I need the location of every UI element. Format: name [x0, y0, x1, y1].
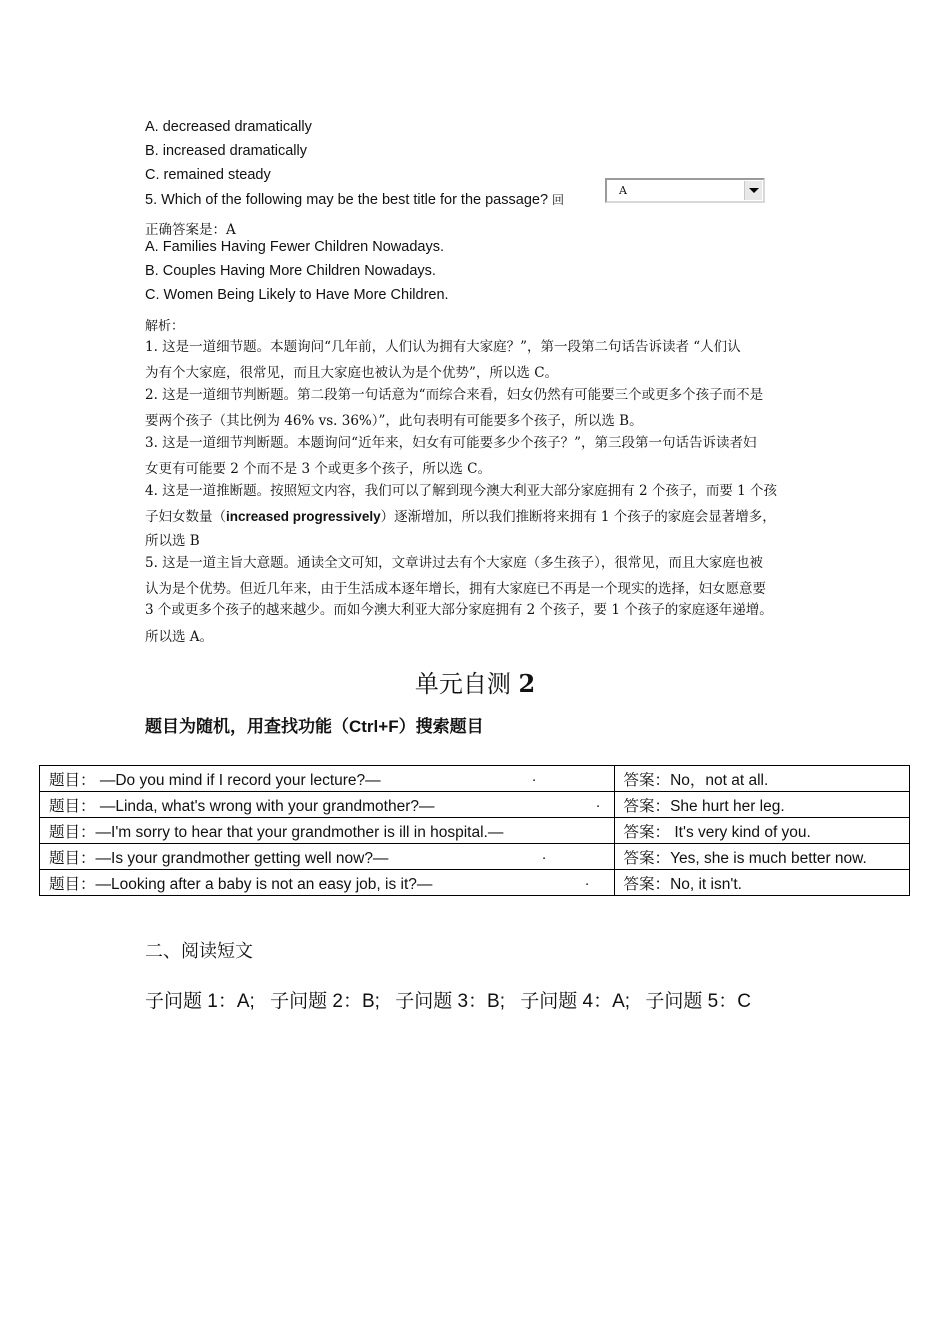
analysis-line-1: 1. 这是一道细节题。本题询问“几年前，人们认为拥有大家庭？”，第一段第二句话告诉读者 “人们认 [145, 339, 741, 355]
analysis-line-9: 所以选 B [145, 533, 200, 549]
option-q4-a: A. decreased dramatically [145, 119, 312, 135]
table-row [40, 870, 910, 896]
option-q5-b: B. Couples Having More Children Nowadays. [145, 263, 436, 279]
table-row [40, 844, 910, 870]
answer-cell: 答案：Yes, she is much better now. [614, 844, 909, 870]
analysis-line-13: 所以选 A。 [145, 629, 214, 645]
answer-cell: 答案：She hurt her leg. [614, 792, 909, 818]
answer-cell: 答案： It's very kind of you. [614, 818, 909, 844]
answer-cell: 答案：No, it isn't. [614, 870, 909, 896]
question-5-marker: 回 [552, 193, 565, 207]
section-title: 单元自测 2 [414, 669, 536, 698]
sub-answer: 子问题 2：B; [270, 991, 380, 1012]
analysis-line-10: 5. 这是一道主旨大意题。通读全文可知，文章讲过去有个大家庭（多生孩子），很常见，而且大家庭也被 [145, 555, 763, 571]
analysis-line-11: 认为是个优势。但近几年来，由于生活成本逐年增长，拥有大家庭已不再是一个现实的选择，妇女愿意要 [145, 581, 766, 597]
answer-select[interactable] [605, 178, 765, 203]
analysis-line-2: 为有个大家庭，很常见，而且大家庭也被认为是个优势”，所以选 C。 [145, 365, 559, 381]
question-5 [145, 191, 564, 208]
sub-answer: 子问题 4：A; [520, 991, 631, 1012]
analysis-line-3: 2. 这是一道细节判断题。第二段第一句话意为“而综合来看，妇女仍然有可能要三个或更多个孩子而不是 [145, 387, 764, 403]
option-q4-b: B. increased dramatically [145, 143, 307, 159]
analysis-line-4: 要两个孩子（其比例为 46% vs. 36%）”，此句表明有可能要多个孩子，所以选 B。 [145, 413, 643, 429]
qa-table [39, 765, 910, 896]
sub-answers [145, 986, 761, 1013]
chevron-down-icon[interactable] [744, 181, 762, 200]
analysis-line-8: 子妇女数量（increased progressively）逐渐增加，所以我们推断将来拥有 1 个孩子的家庭会显著增多， [145, 509, 776, 525]
analysis-heading: 解析： [145, 319, 185, 334]
question-cell: 题目：—I'm sorry to hear that your grandmother is ill in hospital.— [40, 818, 615, 844]
option-q5-c: C. Women Being Likely to Have More Children. [145, 287, 449, 303]
section-2-title: 二、阅读短文 [145, 941, 253, 962]
answer-cell: 答案：No，not at all. [614, 766, 909, 792]
option-q4-c: C. remained steady [145, 167, 271, 183]
answer-select-value: A [619, 184, 627, 197]
question-cell: 题目：—Looking after a baby is not an easy job, is it?— . [40, 870, 615, 896]
correct-answer: 正确答案是：A [145, 222, 236, 238]
sub-answer: 子问题 1：A; [145, 991, 255, 1012]
table-row [40, 792, 910, 818]
analysis-bold-phrase: increased progressively [226, 509, 381, 524]
sub-answer: 子问题 3：B; [395, 991, 505, 1012]
table-row [40, 766, 910, 792]
analysis-line-7: 4. 这是一道推断题。按照短文内容，我们可以了解到现今澳大利亚大部分家庭拥有 2 个孩子，而要 1 个孩 [145, 483, 778, 499]
section-subtitle: 题目为随机，用查找功能（Ctrl+F）搜索题目 [145, 717, 484, 736]
sub-answer: 子问题 5：C [645, 991, 751, 1012]
analysis-line-12: 3 个或更多个孩子的越来越少。而如今澳大利亚大部分家庭拥有 2 个孩子，要 1 个孩子的家庭逐年递增。 [145, 602, 773, 618]
option-q5-a: A. Families Having Fewer Children Nowadays. [145, 239, 444, 255]
question-cell: 题目： —Do you mind if I record your lecture?— . [40, 766, 615, 792]
analysis-line-5: 3. 这是一道细节判断题。本题询问“近年来，妇女有可能要多少个孩子？”，第三段第一句话告诉读者妇 [145, 435, 757, 451]
question-5-text: 5. Which of the following may be the best title for the passage? [145, 192, 549, 208]
table-row [40, 818, 910, 844]
question-cell: 题目：—Is your grandmother getting well now?— . [40, 844, 615, 870]
question-cell: 题目： —Linda, what's wrong with your grandmother?— . [40, 792, 615, 818]
analysis-line-6: 女更有可能要 2 个而不是 3 个或更多个孩子，所以选 C。 [145, 461, 491, 477]
